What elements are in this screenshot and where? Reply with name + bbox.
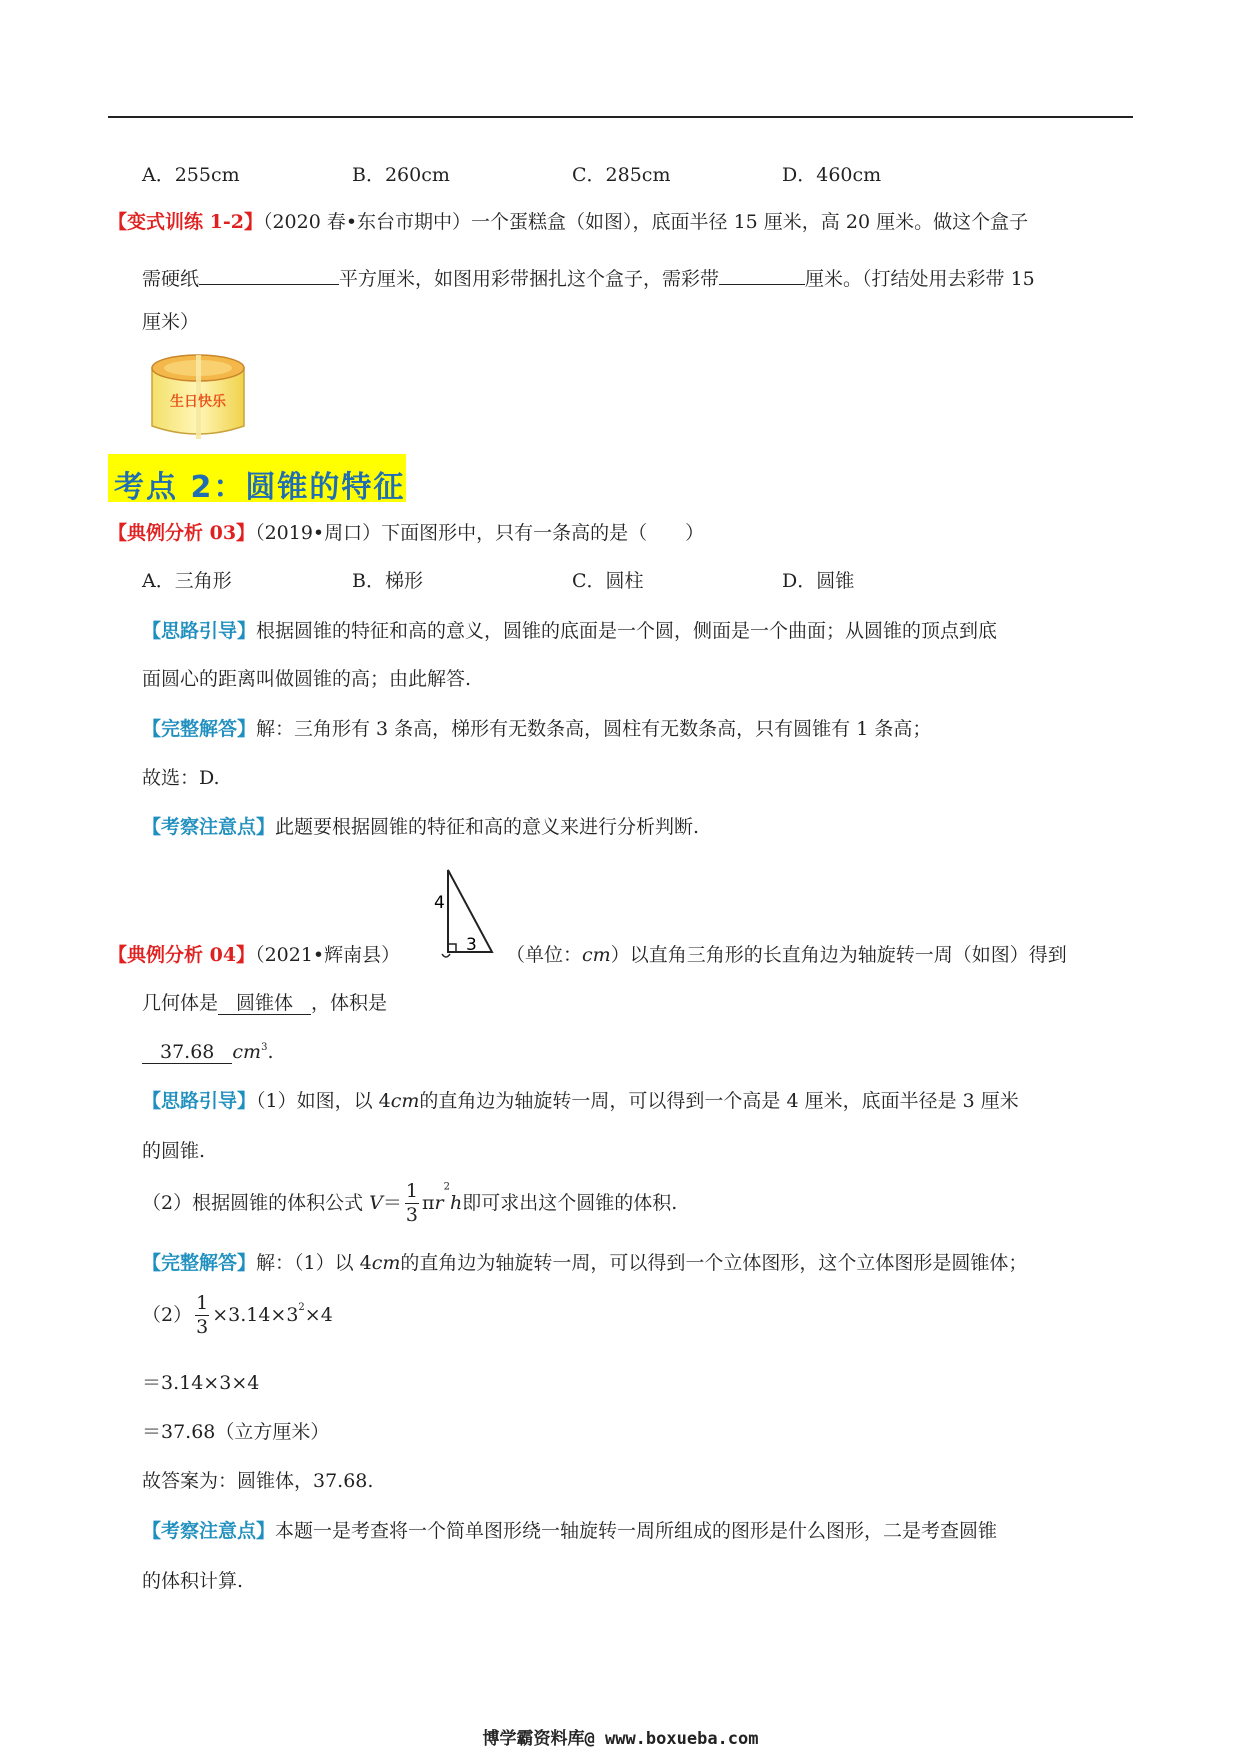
footer-watermark: 博学霸资料库@ www.boxueba.com [482,1729,759,1749]
fraction-one-third: $\frac{1}{3}$ [405,1180,418,1226]
ex4-guide-line1: 【思路引导】（1）如图，以 4cm的直角边为轴旋转一周，可以得到一个高是 4 厘米，底面半径是 3 厘米 [142,1090,1019,1112]
ex3-option-d: D．圆锥 [782,570,855,592]
section-heading: 考点 2：圆锥的特征 [108,454,406,502]
ex4-note-line1: 【考察注意点】本题一是考查将一个简单图形绕一轴旋转一周所组成的图形是什么图形，二是考查圆锥 [142,1520,998,1542]
q2-line2: 需硬纸 平方厘米，如图用彩带捆扎这个盒子，需彩带 厘米。（打结处用去彩带 15 [142,268,1035,290]
answer-shape: 圆锥体 [218,992,311,1015]
q2-line1: 【变式训练 1-2】（2020 春•东台市期中）一个蛋糕盒（如图），底面半径 15 厘米，高 20 厘米。做这个盒子 [108,211,1029,233]
q2-tag: 【变式训练 1-2】 [108,211,263,233]
ex4-guide-tag: 【思路引导】 [142,1090,257,1112]
option-d: D．460cm [782,164,882,186]
ex4-answer-line3: ＝3.14×3×4 [142,1372,260,1394]
ex4-answer-tag: 【完整解答】 [142,1252,257,1274]
ex3-answer-line1: 【完整解答】解：三角形有 3 条高，梯形有无数条高，圆柱有无数条高，只有圆锥有 1 条高； [142,718,932,740]
triangle-base-label: 3 [466,935,477,955]
q2-line3: 厘米） [142,311,200,333]
ex3-answer-line2: 故选：D. [142,767,220,789]
ex4-tag-line: 【典例分析 04】（2021•辉南县） [108,944,401,966]
answer-volume: 37.68 [142,1041,232,1064]
cake-box-illustration [148,350,248,440]
ex4-note-line2: 的体积计算. [142,1570,244,1592]
ex4-note-tag: 【考察注意点】 [142,1520,276,1542]
right-triangle-figure [432,866,502,958]
answer-blank-1[interactable] [199,266,339,285]
ex4-answer-line5: 故答案为：圆锥体，37.68. [142,1470,374,1492]
ex4-guide-line2: 的圆锥. [142,1140,206,1162]
ex3-question: 【典例分析 03】（2019•周口）下面图形中，只有一条高的是（ ） [108,522,705,544]
ex3-note-tag: 【考察注意点】 [142,816,276,838]
option-a: A．255cm [142,164,240,186]
option-b: B．260cm [352,164,450,186]
ex3-guide-tag: 【思路引导】 [142,620,257,642]
fraction-one-third-2: $\frac{1}{3}$ [196,1292,209,1338]
ex3-guide-line1: 【思路引导】根据圆锥的特征和高的意义，圆锥的底面是一个圆，侧面是一个曲面；从圆锥的顶点到底 [142,620,998,642]
ex4-tag: 【典例分析 04】 [108,944,256,966]
ex4-answer-line1: 【完整解答】解：（1）以 4cm的直角边为轴旋转一周，可以得到一个立体图形，这个立体图形是圆锥体； [142,1252,1028,1274]
triangle-height-label: 4 [434,893,445,913]
cake-box-text: 生日快乐 [170,394,226,410]
ex3-tag: 【典例分析 03】 [108,522,256,544]
ex4-question-line2: 几何体是 圆锥体 ，体积是 [142,992,388,1014]
ex4-question-line3: 37.68 $cm^3$. [142,1043,274,1062]
ex3-guide-line2: 面圆心的距离叫做圆锥的高；由此解答. [142,668,472,690]
ex4-question-line1: （单位：cm）以直角三角形的长直角边为轴旋转一周（如图）得到 [506,944,1067,966]
ex4-guide-line3: （2）根据圆锥的体积公式 V＝ $\frac{1}{3}$ $\pi r^2h$即可求出这个圆锥的体积. [142,1180,678,1226]
ex3-option-b: B．梯形 [352,570,423,592]
answer-blank-2[interactable] [719,266,805,285]
ex3-answer-tag: 【完整解答】 [142,718,257,740]
ex4-answer-line2: （2） $\frac{1}{3}$ $\times 3.14\times 3^2\times 4$ [142,1292,333,1338]
ex3-note: 【考察注意点】此题要根据圆锥的特征和高的意义来进行分析判断. [142,816,700,838]
option-c: C．285cm [572,164,671,186]
header-rule [108,116,1133,118]
ex4-answer-line4: ＝37.68（立方厘米） [142,1421,330,1443]
ex3-option-c: C．圆柱 [572,570,644,592]
ex3-option-a: A．三角形 [142,570,232,592]
